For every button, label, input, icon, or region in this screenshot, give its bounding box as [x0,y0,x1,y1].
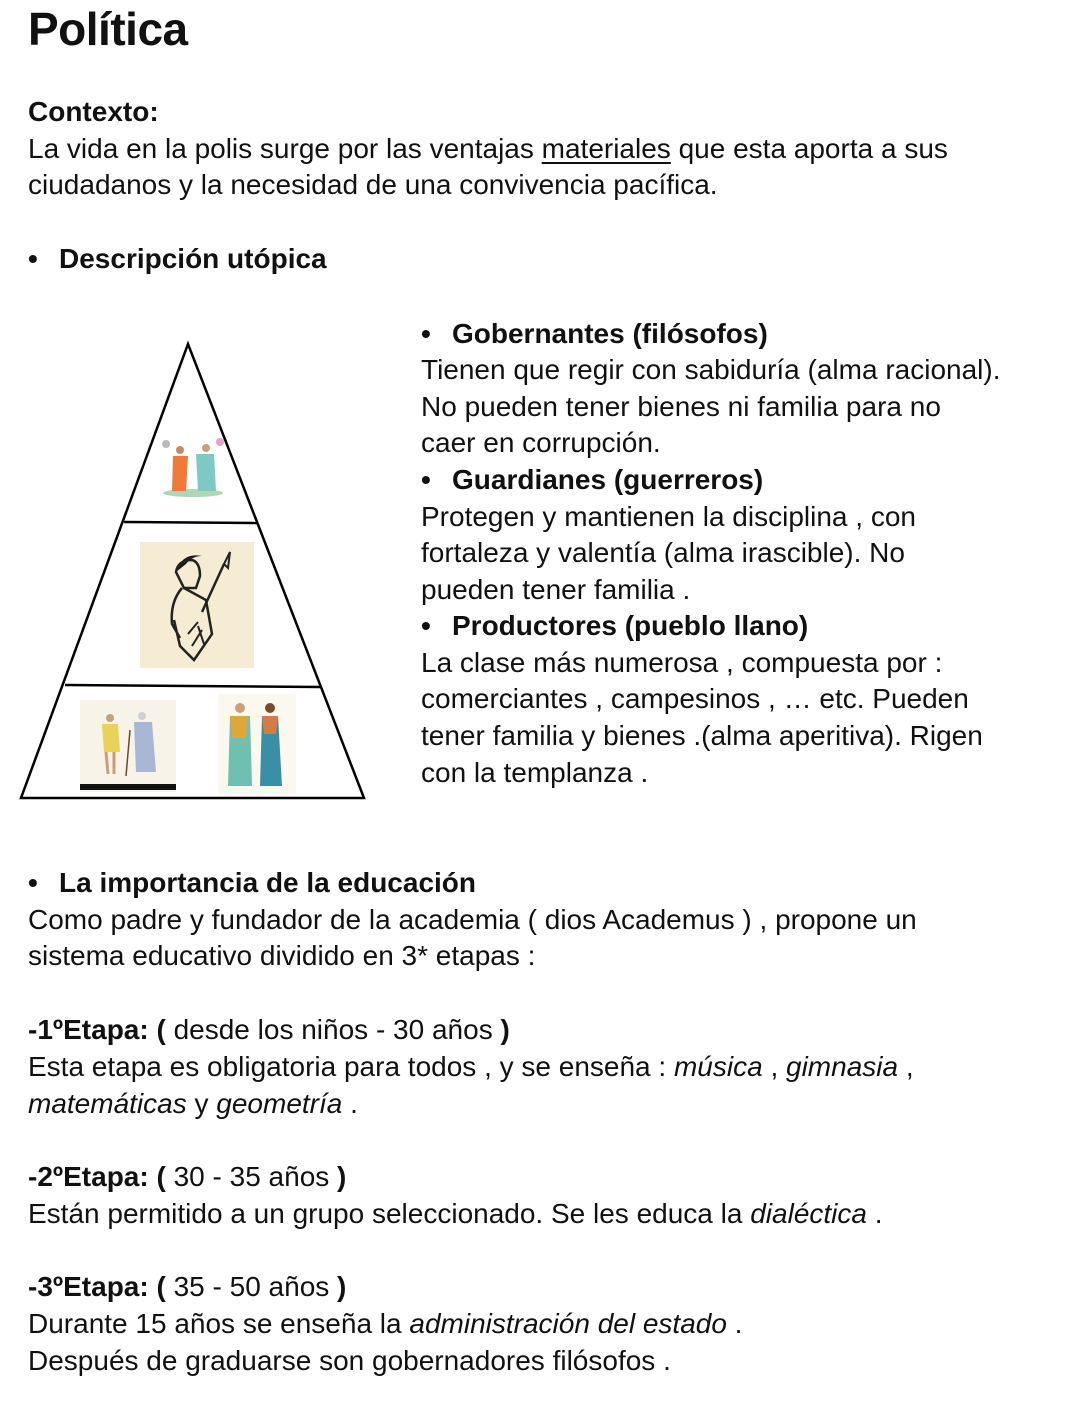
class-text: con la templanza . [421,757,649,788]
subject-administracion: administración del estado [409,1308,727,1339]
educacion-intro-1: Como padre y fundador de la academia ( dios Academus ) , propone un [28,904,917,935]
class-heading-productores [421,608,808,645]
text: Están permitido a un grupo seleccionado. Se les educa la [28,1198,751,1229]
bullet-icon: • [28,243,38,274]
class-text: tener familia y bienes .(alma aperitiva). Rigen [421,720,983,751]
heading-text: Descripción utópica [59,243,327,274]
bullet-icon: • [28,867,38,898]
contexto-text: que esta aporta a sus [670,133,948,164]
etapa-close: ) [337,1161,347,1192]
subject-geometria: geometría [216,1088,343,1119]
class-heading-guardianes [421,462,763,499]
etapa-2-heading [28,1159,346,1196]
heading-text: Productores (pueblo llano) [452,610,809,641]
etapa-close: ) [500,1014,510,1045]
page-title: Política [28,3,188,55]
subject-musica: música [673,1051,763,1082]
descripcion-heading [28,241,327,278]
philosophers-illustration [158,436,228,498]
text: y [186,1088,217,1119]
etapa-2-line-1 [28,1196,883,1233]
text: . [866,1198,883,1229]
class-text: comerciantes , campesinos , … etc. Pueden [421,683,969,714]
class-text: caer en corrupción. [421,427,661,458]
class-text: Tienen que regir con sabiduría (alma racional). [421,354,1001,385]
class-text: No pueden tener bienes ni familia para no [421,391,941,422]
bullet-icon: • [421,464,431,495]
text: . [726,1308,743,1339]
class-text: pueden tener familia . [421,574,691,605]
etapa-1-heading [28,1012,510,1049]
educacion-intro-2: sistema educativo dividido en 3* etapas : [28,940,536,971]
etapa-range: 35 - 50 años [165,1271,338,1302]
bullet-icon: • [421,610,431,641]
heading-text: La importancia de la educación [59,867,477,898]
contexto-line-2: ciudadanos y la necesidad de una convivencia pacífica. [28,169,718,200]
class-text: La clase más numerosa , compuesta por : [421,647,943,678]
class-heading-gobernantes [421,316,768,353]
class-text: Protegen y mantienen la disciplina , con [421,501,916,532]
etapa-3-line-1 [28,1306,742,1343]
etapa-label: -2ºEtapa: ( [28,1161,166,1192]
etapa-1-line-1 [28,1049,914,1086]
citizens-illustration-left [80,700,176,792]
etapa-1-line-2 [28,1086,358,1123]
contexto-line-1 [28,131,948,168]
heading-text: Guardianes (guerreros) [452,464,764,495]
citizens-illustration-right [218,694,296,794]
etapa-range: 30 - 35 años [165,1161,338,1192]
heading-text: Gobernantes (filósofos) [452,318,768,349]
text: Esta etapa es obligatoria para todos , y se enseña : [28,1051,674,1082]
etapa-label: -3ºEtapa: ( [28,1271,166,1302]
educacion-heading [28,865,476,902]
subject-gimnasia: gimnasia [786,1051,899,1082]
subject-dialectica: dialéctica [750,1198,867,1229]
contexto-heading: Contexto: [28,96,159,127]
text: , [762,1051,787,1082]
etapa-3-line-2: Después de graduarse son gobernadores filósofos . [28,1345,671,1376]
subject-matematicas: matemáticas [28,1088,187,1119]
etapa-range: desde los niños - 30 años [165,1014,501,1045]
class-text: fortaleza y valentía (alma irascible). No [421,537,905,568]
etapa-3-heading [28,1269,346,1306]
bullet-icon: • [421,318,431,349]
text: . [342,1088,358,1119]
underlined-word: materiales [541,133,671,164]
class-pyramid-diagram [18,340,368,802]
warrior-illustration [140,542,254,668]
text: Durante 15 años se enseña la [28,1308,410,1339]
etapa-label: -1ºEtapa: ( [28,1014,166,1045]
text: , [898,1051,914,1082]
contexto-text: La vida en la polis surge por las ventajas [28,133,542,164]
etapa-close: ) [337,1271,347,1302]
